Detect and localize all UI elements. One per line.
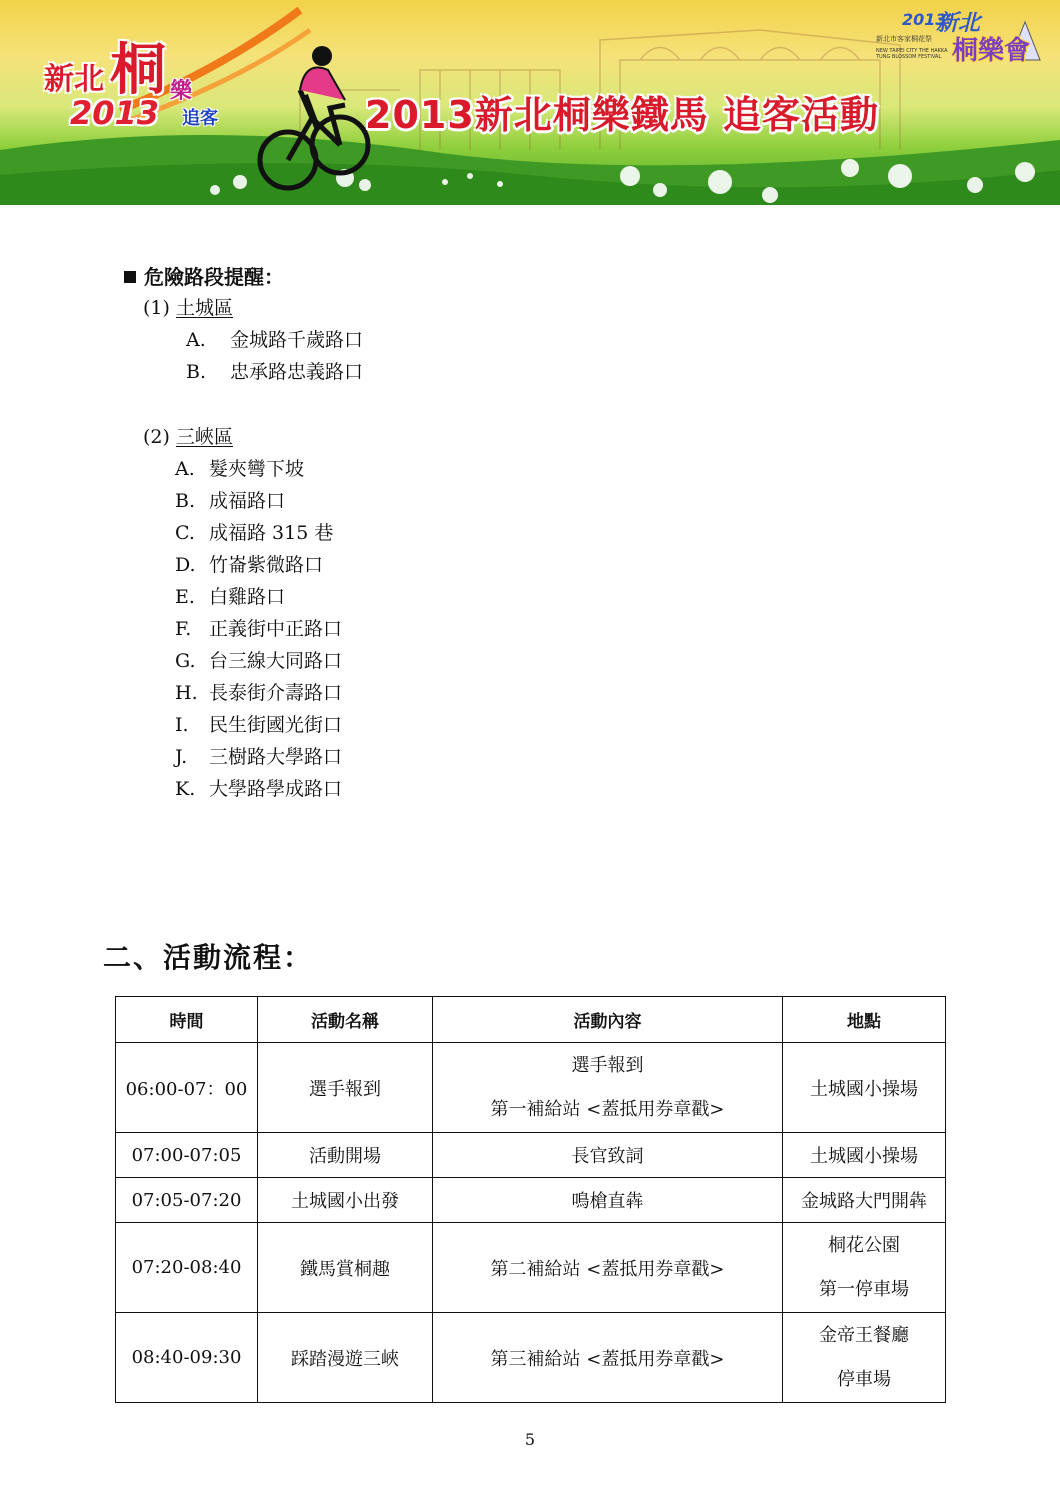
cell-place: 金帝王餐廳 停車場 bbox=[783, 1313, 946, 1403]
cell-name: 活動開場 bbox=[258, 1133, 433, 1178]
list-item: E. 白雞路口 bbox=[175, 586, 286, 608]
festival-logo-org: 新北市客家桐花祭 bbox=[876, 35, 932, 43]
festival-logo-org-en: NEW TAIPEI CITY THE HAKKA TUNG BLOSSOM FESTIVAL bbox=[876, 48, 948, 60]
logo-text-tung: 桐 bbox=[110, 38, 166, 103]
cell-place: 金城路大門開犇 bbox=[783, 1178, 946, 1223]
table-row bbox=[116, 1313, 946, 1403]
list-item: J. 三樹路大學路口 bbox=[175, 746, 343, 768]
column-header-content: 活動內容 bbox=[433, 997, 783, 1043]
logo-text-chase: 追客 bbox=[182, 108, 218, 129]
cell-time: 07:20-08:40 bbox=[116, 1223, 258, 1313]
cell-name: 選手報到 bbox=[258, 1043, 433, 1133]
cell-name: 土城國小出發 bbox=[258, 1178, 433, 1223]
square-bullet-icon bbox=[124, 271, 136, 283]
cell-content: 選手報到 第一補給站 <蓋抵用券章戳> bbox=[433, 1043, 783, 1133]
logo-text-le: 樂 bbox=[170, 79, 193, 104]
list-item: I. 民生街國光街口 bbox=[175, 714, 343, 736]
table-header-row bbox=[116, 997, 946, 1043]
table-row bbox=[116, 1043, 946, 1133]
festival-logo-year: 2013 bbox=[902, 10, 947, 29]
cell-place: 土城國小操場 bbox=[783, 1043, 946, 1133]
logo-text-year: 2013 bbox=[70, 94, 160, 132]
district-heading: (1) 土城區 bbox=[143, 297, 233, 319]
list-item: K. 大學路學成路口 bbox=[175, 778, 343, 800]
cell-place: 土城國小操場 bbox=[783, 1133, 946, 1178]
list-item: B. 忠承路忠義路口 bbox=[186, 361, 364, 383]
cell-time: 07:05-07:20 bbox=[116, 1178, 258, 1223]
list-item: D. 竹崙紫微路口 bbox=[175, 554, 324, 576]
cell-content: 長官致詞 bbox=[433, 1133, 783, 1178]
cell-time: 07:00-07:05 bbox=[116, 1133, 258, 1178]
cell-content: 第三補給站 <蓋抵用券章戳> bbox=[433, 1313, 783, 1403]
festival-logo-name: 新北 bbox=[936, 11, 981, 36]
list-item: F. 正義街中正路口 bbox=[175, 618, 343, 640]
cell-content: 鳴槍直犇 bbox=[433, 1178, 783, 1223]
list-item: C. 成福路 315 巷 bbox=[175, 522, 334, 544]
banner-title: 2013新北桐樂鐵馬 追客活動 bbox=[365, 93, 879, 137]
cell-name: 踩踏漫遊三峽 bbox=[258, 1313, 433, 1403]
list-item: H. 長泰街介壽路口 bbox=[175, 682, 343, 704]
list-item: G. 台三線大同路口 bbox=[175, 650, 343, 672]
list-item: A. 髮夾彎下坡 bbox=[175, 458, 305, 480]
column-header-time: 時間 bbox=[116, 997, 258, 1043]
page-number: 5 bbox=[524, 1430, 536, 1449]
district-name: 土城區 bbox=[175, 297, 233, 319]
section-heading: 二、活動流程： bbox=[103, 941, 314, 974]
festival-logo bbox=[870, 10, 1045, 70]
cell-content: 第二補給站 <蓋抵用券章戳> bbox=[433, 1223, 783, 1313]
table-row bbox=[116, 1178, 946, 1223]
cell-time: 08:40-09:30 bbox=[116, 1313, 258, 1403]
list-item: B. 成福路口 bbox=[175, 490, 286, 512]
festival-logo-brand: 桐樂會 bbox=[952, 36, 1031, 66]
table-row bbox=[116, 1133, 946, 1178]
schedule-table bbox=[115, 996, 946, 1403]
cell-place: 桐花公園 第一停車場 bbox=[783, 1223, 946, 1313]
table-row bbox=[116, 1223, 946, 1313]
list-item: A. 金城路千歲路口 bbox=[186, 329, 364, 351]
cell-time: 06:00-07：00 bbox=[116, 1043, 258, 1133]
event-logo bbox=[40, 26, 240, 136]
danger-heading: 危險路段提醒： bbox=[124, 265, 284, 289]
district-name: 三峽區 bbox=[175, 426, 233, 448]
logo-text-region: 新北 bbox=[44, 62, 104, 97]
column-header-name: 活動名稱 bbox=[258, 997, 433, 1043]
header-banner bbox=[0, 0, 1060, 205]
column-header-place: 地點 bbox=[783, 997, 946, 1043]
district-heading: (2) 三峽區 bbox=[143, 426, 233, 448]
cell-name: 鐵馬賞桐趣 bbox=[258, 1223, 433, 1313]
